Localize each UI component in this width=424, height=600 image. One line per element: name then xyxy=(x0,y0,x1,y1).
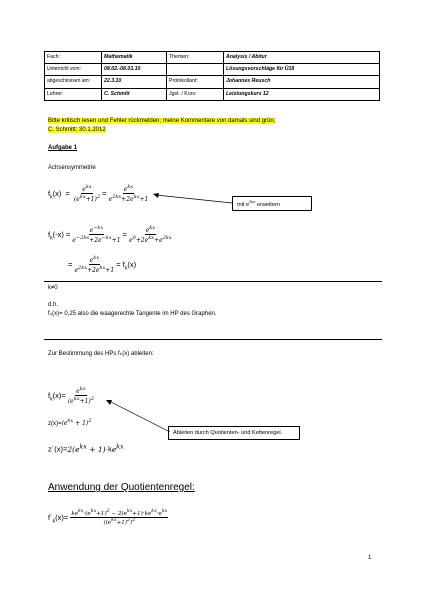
callout-arrow xyxy=(150,190,235,210)
review-note xyxy=(48,117,378,134)
callout-erweitern: mit $e^{2kx}$ erweitern xyxy=(232,196,312,211)
quotient-rule-heading: Anwendung der Quotientenregel: xyxy=(48,482,195,493)
equation-result: = $\frac{e^{kx}}{e^{2kx}+2e^{kx}+1}$ = $f_k(x)$ xyxy=(68,255,137,274)
equation-fk-2: $f_k(x)=$ $\frac{e^{kx}}{(e^{kx}+1)^2}$ xyxy=(48,386,94,405)
jgst-value: Leistungskurs 12 xyxy=(224,89,380,101)
equation-derivative: $f´_k(x)=$ $\frac{ke^{kx}\cdot(e^{kx}+1)^2 - 2(e^{kx}+1)\cdot ke^{kx}\cdot e^{kx}}{((e^{kx}+1)^2)^2}$ xyxy=(48,509,168,527)
equation-z: $z(x)=(e^{kx} + 1)^2$ xyxy=(48,418,92,427)
jgst-label: Jgst. / Kurs: xyxy=(167,89,224,101)
protokollant-label: Protokollant: xyxy=(167,76,224,89)
tangent-text: f₀(x)= 0,25 also die waagerechte Tangente im HP des Graphen. xyxy=(48,311,217,317)
divider-1 xyxy=(44,281,382,282)
header-table xyxy=(44,51,380,101)
page-number: 1 xyxy=(368,555,372,561)
loesung-value: Lösungsvorschläge für Ü18 xyxy=(224,64,380,76)
equation-fk-negative: $f_k(-x)$ = $\frac{e^{-kx}}{e^{-2kx}+2e^{-kx}+1}$ = $\frac{e^{kx}}{e^0+2e^{kx}+e^{2kx}}$ xyxy=(48,225,172,244)
themen-label: Themen: xyxy=(167,52,224,64)
callout-kettenregel: Ableiten durch Quotienten- und Kettenregel. xyxy=(168,426,300,440)
review-note-line1: Bitte kritisch lesen und Fehler rückmelden; meine Kommentare von damals sind grün; xyxy=(48,118,276,124)
equation-z-prime: $z´(x)=2(e^{kx} + 1)\cdot ke^{kx}$ xyxy=(48,443,124,454)
protokollant-value: Johannes Reusch xyxy=(224,76,380,89)
themen-value: Analysis / Abitur xyxy=(224,52,380,64)
unterricht-value: 08.02.-08.03.10 xyxy=(102,64,167,76)
abgeschlossen-value: 22.3.10 xyxy=(102,76,167,89)
equation-fk: $f_k(x)$ = $\frac{e^{kx}}{(e^{kx}+1)^2}$ = $\frac{e^{kx}}{e^{2kx}+2e^{kx}+1}$ xyxy=(48,184,149,203)
unterricht-label: Unterricht vom: xyxy=(45,64,102,76)
lehrer-value: C. Schmitt xyxy=(102,89,167,101)
abgeschlossen-label: abgeschlossen am: xyxy=(45,76,102,89)
k-condition: k≠0 xyxy=(48,285,58,291)
dh-label: d.h. xyxy=(48,302,59,308)
lehrer-label: Lehrer: xyxy=(45,89,102,101)
fach-label: Fach: xyxy=(45,52,102,64)
fach-value: Mathematik xyxy=(102,52,167,64)
review-note-line2: C. Schmitt; 30.1.2012 xyxy=(48,126,106,133)
divider-2 xyxy=(44,339,382,340)
callout-arrow-2 xyxy=(104,398,174,436)
section-subtitle: Achsensymmetrie xyxy=(48,165,96,171)
section-title: Aufgabe 1 xyxy=(48,145,78,151)
intro-text: Zur Bestimmung des HPs fₖ(x) ableiten: xyxy=(48,351,154,357)
